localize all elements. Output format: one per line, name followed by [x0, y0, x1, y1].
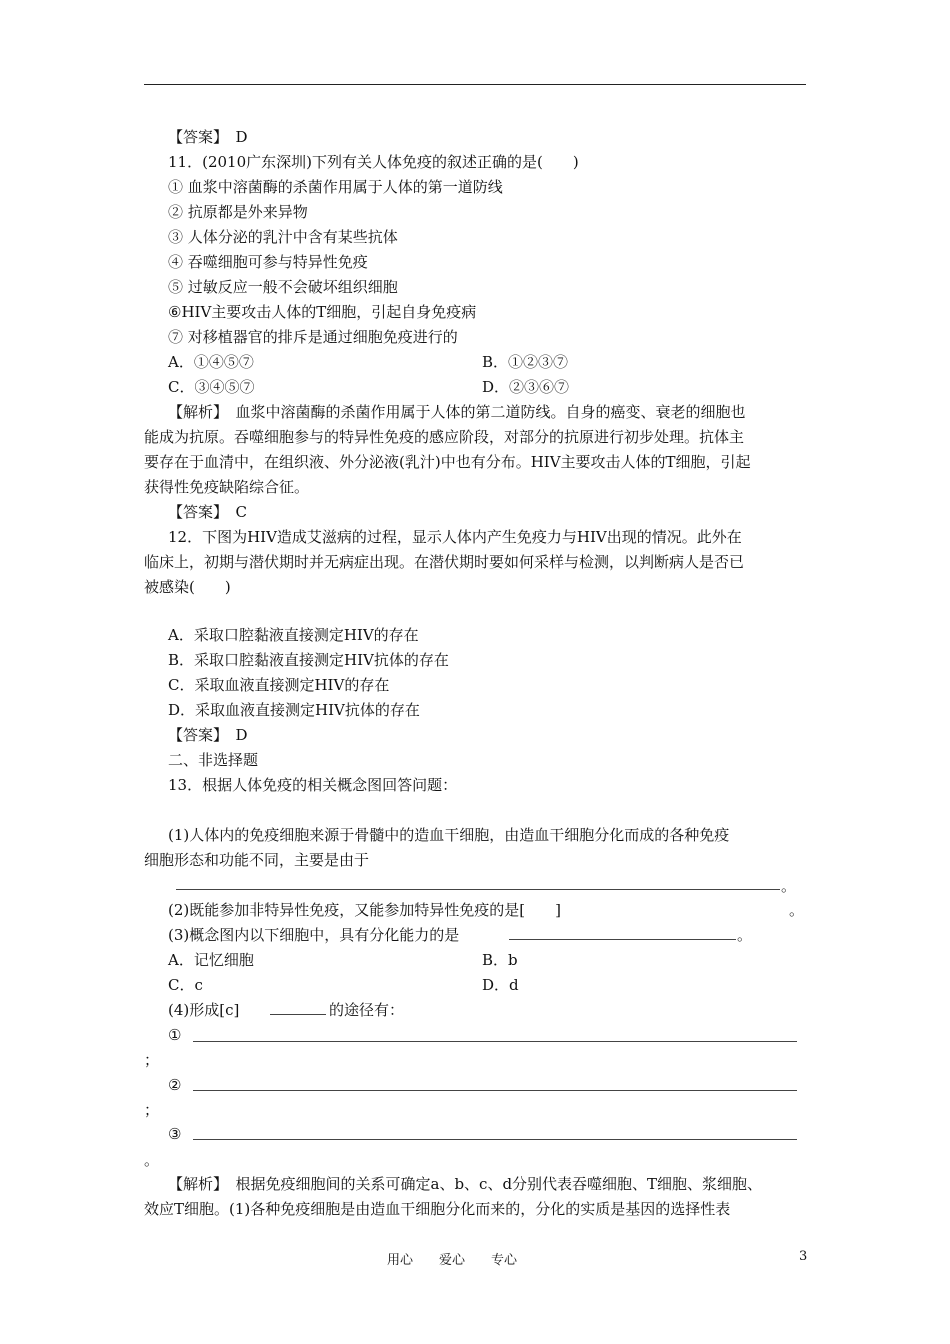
q11-option-b: B．①②③⑦ — [482, 353, 569, 371]
q13-option-d: D．d — [482, 976, 519, 994]
route-1-blank[interactable] — [193, 1041, 797, 1042]
route-1-semicolon: ； — [144, 1051, 160, 1069]
q13-option-c: C．c — [168, 976, 203, 994]
route-3-label: ③ — [168, 1125, 182, 1143]
q11-answer: 【答案】 C — [168, 503, 247, 521]
answer-blank-4[interactable] — [270, 1014, 326, 1015]
q13-part1-line: 细胞形态和功能不同，主要是由于 — [144, 851, 370, 869]
q13-part2: (2)既能参加非特异性免疫，又能参加特异性免疫的是[ ] — [168, 901, 561, 919]
q11-analysis-line: 【解析】 血浆中溶菌酶的杀菌作用属于人体的第二道防线。自身的癌变、衰老的细胞也 — [168, 403, 746, 421]
q12-stem-line: 12．下图为HIV造成艾滋病的过程，显示人体内产生免疫力与HIV出现的情况。此外在 — [168, 528, 742, 546]
route-3-blank[interactable] — [193, 1139, 797, 1140]
q13-part3: (3)概念图内以下细胞中，具有分化能力的是 — [168, 926, 460, 944]
q13-part1-period: 。 — [781, 877, 797, 895]
answer-blank-3[interactable] — [509, 939, 736, 940]
q11-item-5: ⑤ 过敏反应一般不会破坏组织细胞 — [168, 278, 398, 296]
q11-stem: 11．(2010广东深圳)下列有关人体免疫的叙述正确的是( ) — [168, 153, 579, 171]
q11-analysis-line: 能成为抗原。吞噬细胞参与的特异性免疫的感应阶段，对部分的抗原进行初步处理。抗体主 — [144, 428, 745, 446]
q12-stem-line: 临床上，初期与潜伏期时并无病症出现。在潜伏期时要如何采样与检测，以判断病人是否已 — [144, 553, 745, 571]
q11-item-1: ① 血浆中溶菌酶的杀菌作用属于人体的第一道防线 — [168, 178, 503, 196]
q13-part3-period: 。 — [737, 926, 753, 944]
q10-answer: 【答案】 D — [168, 128, 248, 146]
q11-item-7: ⑦ 对移植器官的排斥是通过细胞免疫进行的 — [168, 328, 458, 346]
q13-analysis-line: 效应T细胞。(1)各种免疫细胞是由造血干细胞分化而来的，分化的实质是基因的选择性表 — [144, 1200, 731, 1218]
section-heading: 二、非选择题 — [168, 751, 259, 769]
q12-answer: 【答案】 D — [168, 726, 248, 744]
q11-item-4: ④ 吞噬细胞可参与特异性免疫 — [168, 253, 368, 271]
route-2-semicolon: ； — [144, 1101, 160, 1119]
route-3-period: 。 — [144, 1151, 160, 1169]
q11-option-d: D．②③⑥⑦ — [482, 378, 570, 396]
q13-part2-period: 。 — [789, 901, 805, 919]
q11-item-2: ② 抗原都是外来异物 — [168, 203, 308, 221]
route-1-label: ① — [168, 1026, 182, 1044]
q13-option-a: A．记忆细胞 — [168, 951, 254, 969]
q11-option-c: C．③④⑤⑦ — [168, 378, 255, 396]
q11-option-a: A．①④⑤⑦ — [168, 353, 254, 371]
q13-part4-suffix: 的途径有： — [329, 1001, 405, 1019]
q12-stem-line: 被感染( ) — [144, 578, 231, 596]
q13-analysis-line: 【解析】 根据免疫细胞间的关系可确定a、b、c、d分别代表吞噬细胞、T细胞、浆细胞、 — [168, 1175, 763, 1193]
q11-analysis-line: 获得性免疫缺陷综合征。 — [144, 478, 310, 496]
q12-option-a: A．采取口腔黏液直接测定HIV的存在 — [168, 626, 419, 644]
q12-option-d: D．采取血液直接测定HIV抗体的存在 — [168, 701, 420, 719]
q12-option-b: B．采取口腔黏液直接测定HIV抗体的存在 — [168, 651, 449, 669]
q12-option-c: C．采取血液直接测定HIV的存在 — [168, 676, 390, 694]
q13-part1-line: (1)人体内的免疫细胞来源于骨髓中的造血干细胞，由造血干细胞分化而成的各种免疫 — [168, 826, 730, 844]
page-number: 3 — [799, 1249, 808, 1264]
answer-blank-1[interactable] — [176, 889, 780, 890]
header-rule — [144, 84, 806, 85]
q11-item-3: ③ 人体分泌的乳汁中含有某些抗体 — [168, 228, 398, 246]
footer-motto: 用心 爱心 专心 — [387, 1253, 518, 1268]
q13-option-b: B．b — [482, 951, 518, 969]
q13-part4-prefix: (4)形成[c] — [168, 1001, 240, 1019]
route-2-blank[interactable] — [193, 1090, 797, 1091]
q11-item-6: ⑥HIV主要攻击人体的T细胞，引起自身免疫病 — [168, 303, 477, 321]
q13-stem: 13．根据人体免疫的相关概念图回答问题： — [168, 776, 458, 794]
route-2-label: ② — [168, 1076, 182, 1094]
q11-analysis-line: 要存在于血清中，在组织液、外分泌液(乳汁)中也有分布。HIV主要攻击人体的T细胞，引起 — [144, 453, 751, 471]
